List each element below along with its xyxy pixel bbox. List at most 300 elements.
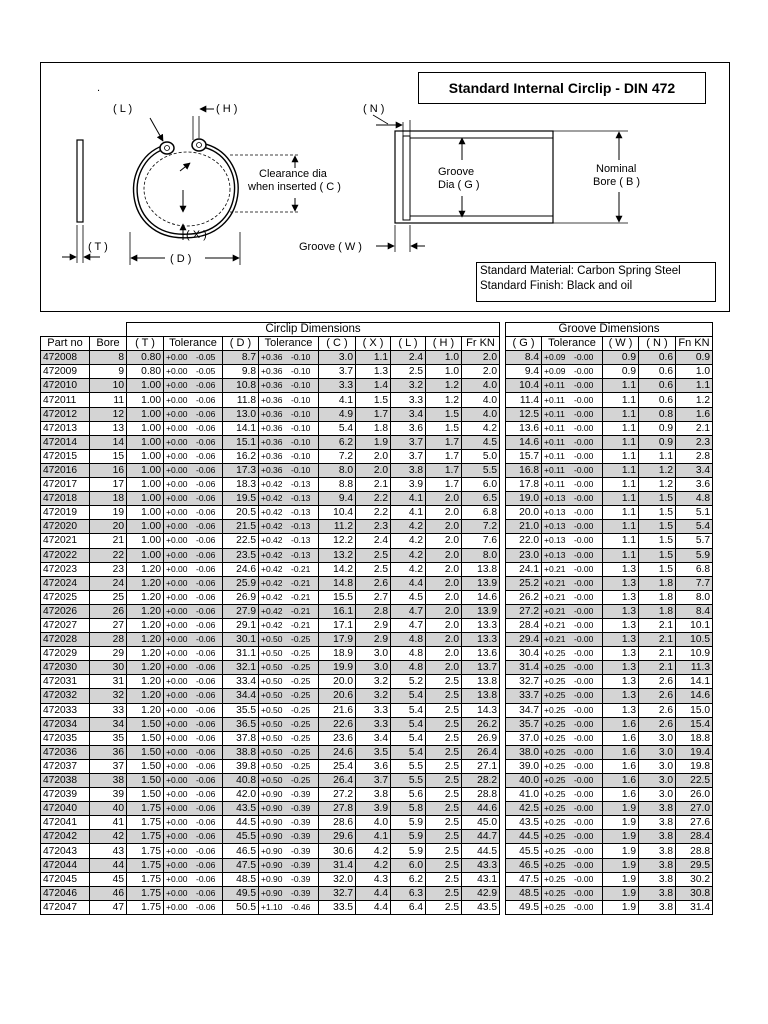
d-tolerance-cell <box>259 463 319 477</box>
tolerance-plus: +0.42 <box>261 563 283 574</box>
c-cell: 24.6 <box>319 745 356 759</box>
tolerance-plus: +0.90 <box>261 887 283 898</box>
part-no-cell: 472026 <box>41 604 90 618</box>
fn-cell: 0.9 <box>676 351 713 365</box>
part-no-cell: 472016 <box>41 463 90 477</box>
tolerance-plus: +0.90 <box>261 803 283 814</box>
w-cell: 1.3 <box>603 675 639 689</box>
t-tolerance-cell <box>164 351 223 365</box>
d-cell: 46.5 <box>223 844 259 858</box>
tolerance-minus: -0.25 <box>291 775 311 786</box>
part-no-cell: 472036 <box>41 745 90 759</box>
g-cell: 35.7 <box>506 717 542 731</box>
g-cell: 38.0 <box>506 745 542 759</box>
w-cell: 1.1 <box>603 379 639 393</box>
c-cell: 8.8 <box>319 478 356 492</box>
tolerance-minus: -0.00 <box>574 662 594 673</box>
w-cell: 1.1 <box>603 463 639 477</box>
h-cell: 2.0 <box>426 647 462 661</box>
g-tolerance-cell <box>542 661 603 675</box>
fn-cell: 5.1 <box>676 506 713 520</box>
tolerance-minus: -0.00 <box>574 676 594 687</box>
x-cell: 3.0 <box>356 647 391 661</box>
tolerance-plus: +0.00 <box>166 817 188 828</box>
table-row <box>41 379 713 393</box>
d-cell: 40.8 <box>223 774 259 788</box>
tolerance-plus: +0.42 <box>261 620 283 631</box>
tolerance-plus: +0.25 <box>544 831 566 842</box>
t-cell: 1.75 <box>127 830 164 844</box>
d-tolerance-cell <box>259 633 319 647</box>
t-tolerance-cell <box>164 478 223 492</box>
g-cell: 11.4 <box>506 393 542 407</box>
t-cell: 1.00 <box>127 506 164 520</box>
tolerance-plus: +0.90 <box>261 873 283 884</box>
tolerance-minus: -0.00 <box>574 464 594 475</box>
fn-cell: 19.4 <box>676 745 713 759</box>
fr-cell: 13.8 <box>462 562 500 576</box>
table-row <box>41 745 713 759</box>
n-cell: 1.8 <box>639 604 676 618</box>
tolerance-plus: +0.50 <box>261 648 283 659</box>
c-cell: 27.8 <box>319 802 356 816</box>
w-cell: 0.9 <box>603 351 639 365</box>
tolerance-minus: -0.13 <box>291 493 311 504</box>
d-tolerance-cell <box>259 858 319 872</box>
fr-cell: 44.7 <box>462 830 500 844</box>
tolerance-minus: -0.06 <box>196 563 216 574</box>
w-cell: 1.6 <box>603 759 639 773</box>
t-cell: 1.20 <box>127 703 164 717</box>
bore-cell: 18 <box>90 492 127 506</box>
part-no-cell: 472031 <box>41 675 90 689</box>
bore-cell: 39 <box>90 788 127 802</box>
part-no-cell: 472035 <box>41 731 90 745</box>
g-cell: 14.6 <box>506 435 542 449</box>
tolerance-minus: -0.00 <box>574 577 594 588</box>
tolerance-plus: +0.50 <box>261 718 283 729</box>
l-cell: 4.1 <box>391 506 426 520</box>
column-header: ( D ) <box>223 337 259 351</box>
tolerance-minus: -0.00 <box>574 718 594 729</box>
bore-cell: 20 <box>90 520 127 534</box>
tolerance-plus: +0.11 <box>544 422 565 433</box>
fr-cell: 26.2 <box>462 717 500 731</box>
g-cell: 30.4 <box>506 647 542 661</box>
bore-cell: 22 <box>90 548 127 562</box>
table-row <box>41 788 713 802</box>
g-tolerance-cell <box>542 548 603 562</box>
g-tolerance-cell <box>542 520 603 534</box>
circlip-spec-table <box>40 322 713 915</box>
bore-cell: 44 <box>90 858 127 872</box>
tolerance-plus: +0.25 <box>544 746 566 757</box>
circlip-side-view <box>77 140 83 222</box>
c-cell: 11.2 <box>319 520 356 534</box>
d-cell: 32.1 <box>223 661 259 675</box>
t-tolerance-cell <box>164 492 223 506</box>
n-cell: 3.8 <box>639 858 676 872</box>
fr-cell: 13.9 <box>462 576 500 590</box>
w-cell: 1.1 <box>603 534 639 548</box>
w-cell: 1.1 <box>603 548 639 562</box>
tolerance-plus: +0.11 <box>544 394 565 405</box>
part-no-cell: 472042 <box>41 830 90 844</box>
t-tolerance-cell <box>164 393 223 407</box>
table-row <box>41 618 713 632</box>
bore-cell: 32 <box>90 689 127 703</box>
tolerance-plus: +0.00 <box>166 634 188 645</box>
tolerance-plus: +0.00 <box>166 436 188 447</box>
g-tolerance-cell <box>542 788 603 802</box>
l-cell: 5.5 <box>391 759 426 773</box>
fr-cell: 45.0 <box>462 816 500 830</box>
fn-cell: 1.1 <box>676 379 713 393</box>
tolerance-plus: +0.42 <box>261 521 283 532</box>
c-cell: 33.5 <box>319 900 356 914</box>
part-no-cell: 472023 <box>41 562 90 576</box>
d-cell: 36.5 <box>223 717 259 731</box>
tolerance-plus: +0.50 <box>261 676 283 687</box>
d-tolerance-cell <box>259 618 319 632</box>
tolerance-minus: -0.06 <box>196 760 216 771</box>
t-tolerance-cell <box>164 717 223 731</box>
bore-cell: 9 <box>90 365 127 379</box>
t-cell: 1.00 <box>127 421 164 435</box>
g-cell: 34.7 <box>506 703 542 717</box>
l-cell: 5.4 <box>391 703 426 717</box>
tolerance-minus: -0.06 <box>196 845 216 856</box>
tolerance-minus: -0.10 <box>291 436 311 447</box>
part-no-cell: 472044 <box>41 858 90 872</box>
c-cell: 17.1 <box>319 618 356 632</box>
d-cell: 14.1 <box>223 421 259 435</box>
n-cell: 2.1 <box>639 633 676 647</box>
tolerance-minus: -0.00 <box>574 887 594 898</box>
l-cell: 4.2 <box>391 562 426 576</box>
part-no-cell: 472025 <box>41 590 90 604</box>
x-cell: 1.3 <box>356 365 391 379</box>
fn-cell: 5.4 <box>676 520 713 534</box>
tolerance-plus: +0.13 <box>544 535 566 546</box>
label-h: ( H ) <box>216 103 238 115</box>
tolerance-plus: +0.42 <box>261 535 283 546</box>
tolerance-minus: -0.39 <box>291 873 311 884</box>
n-cell: 3.8 <box>639 900 676 914</box>
x-cell: 3.7 <box>356 774 391 788</box>
tolerance-plus: +0.00 <box>166 380 188 391</box>
tolerance-minus: -0.06 <box>196 591 216 602</box>
d-cell: 10.8 <box>223 379 259 393</box>
g-cell: 19.0 <box>506 492 542 506</box>
tolerance-minus: -0.10 <box>291 450 311 461</box>
fr-cell: 13.8 <box>462 675 500 689</box>
n-cell: 3.0 <box>639 774 676 788</box>
h-cell: 2.0 <box>426 618 462 632</box>
x-cell: 3.4 <box>356 731 391 745</box>
bore-cell: 37 <box>90 759 127 773</box>
t-tolerance-cell <box>164 802 223 816</box>
c-cell: 20.6 <box>319 689 356 703</box>
tolerance-plus: +0.11 <box>544 464 565 475</box>
w-cell: 1.3 <box>603 604 639 618</box>
d-cell: 43.5 <box>223 802 259 816</box>
tolerance-plus: +0.13 <box>544 549 566 560</box>
n-cell: 0.9 <box>639 421 676 435</box>
fn-cell: 19.8 <box>676 759 713 773</box>
h-cell: 1.5 <box>426 421 462 435</box>
w-cell: 1.3 <box>603 576 639 590</box>
t-cell: 1.75 <box>127 802 164 816</box>
d-cell: 50.5 <box>223 900 259 914</box>
tolerance-plus: +0.50 <box>261 662 283 673</box>
g-cell: 47.5 <box>506 872 542 886</box>
w-cell: 1.1 <box>603 492 639 506</box>
label-d: ( D ) <box>170 253 192 265</box>
table-row <box>41 802 713 816</box>
tolerance-plus: +0.36 <box>261 464 283 475</box>
h-cell: 2.5 <box>426 816 462 830</box>
d-cell: 21.5 <box>223 520 259 534</box>
g-tolerance-cell <box>542 393 603 407</box>
tolerance-plus: +0.00 <box>166 620 188 631</box>
tolerance-plus: +0.25 <box>544 901 566 912</box>
c-cell: 7.2 <box>319 449 356 463</box>
table-row <box>41 872 713 886</box>
d-cell: 34.4 <box>223 689 259 703</box>
tolerance-plus: +0.90 <box>261 817 283 828</box>
x-cell: 2.8 <box>356 604 391 618</box>
tolerance-plus: +0.25 <box>544 718 566 729</box>
fr-cell: 28.8 <box>462 788 500 802</box>
material-info <box>476 262 716 302</box>
x-cell: 3.2 <box>356 689 391 703</box>
n-cell: 3.0 <box>639 745 676 759</box>
t-tolerance-cell <box>164 886 223 900</box>
fn-cell: 1.6 <box>676 407 713 421</box>
tolerance-plus: +0.90 <box>261 845 283 856</box>
x-cell: 2.0 <box>356 463 391 477</box>
g-cell: 16.8 <box>506 463 542 477</box>
g-cell: 44.5 <box>506 830 542 844</box>
x-cell: 3.9 <box>356 802 391 816</box>
tolerance-minus: -0.13 <box>291 549 311 560</box>
g-tolerance-cell <box>542 886 603 900</box>
n-cell: 2.1 <box>639 661 676 675</box>
tolerance-plus: +0.36 <box>261 352 283 363</box>
fr-cell: 13.3 <box>462 633 500 647</box>
n-cell: 3.0 <box>639 759 676 773</box>
bore-cell: 19 <box>90 506 127 520</box>
tolerance-plus: +0.25 <box>544 690 566 701</box>
n-cell: 3.8 <box>639 830 676 844</box>
part-no-cell: 472024 <box>41 576 90 590</box>
table-row <box>41 858 713 872</box>
fr-cell: 13.6 <box>462 647 500 661</box>
h-cell: 2.5 <box>426 675 462 689</box>
h-cell: 1.7 <box>426 463 462 477</box>
t-tolerance-cell <box>164 520 223 534</box>
tolerance-plus: +0.00 <box>166 803 188 814</box>
tolerance-plus: +0.00 <box>166 521 188 532</box>
x-cell: 1.8 <box>356 421 391 435</box>
tolerance-minus: -0.00 <box>574 591 594 602</box>
w-cell: 1.1 <box>603 435 639 449</box>
tolerance-minus: -0.21 <box>291 620 311 631</box>
d-cell: 35.5 <box>223 703 259 717</box>
g-cell: 26.2 <box>506 590 542 604</box>
x-cell: 4.4 <box>356 886 391 900</box>
tolerance-minus: -0.06 <box>196 605 216 616</box>
tolerance-minus: -0.25 <box>291 690 311 701</box>
c-cell: 23.6 <box>319 731 356 745</box>
g-cell: 9.4 <box>506 365 542 379</box>
g-cell: 42.5 <box>506 802 542 816</box>
fr-cell: 5.5 <box>462 463 500 477</box>
tolerance-minus: -0.06 <box>196 507 216 518</box>
tolerance-minus: -0.06 <box>196 549 216 560</box>
d-cell: 17.3 <box>223 463 259 477</box>
t-cell: 1.50 <box>127 774 164 788</box>
tolerance-minus: -0.06 <box>196 775 216 786</box>
tolerance-plus: +0.00 <box>166 704 188 715</box>
tolerance-minus: -0.00 <box>574 690 594 701</box>
x-cell: 3.5 <box>356 745 391 759</box>
t-tolerance-cell <box>164 774 223 788</box>
h-cell: 2.5 <box>426 774 462 788</box>
tolerance-plus: +0.50 <box>261 732 283 743</box>
l-cell: 5.9 <box>391 816 426 830</box>
column-header: Tolerance <box>542 337 603 351</box>
g-cell: 48.5 <box>506 886 542 900</box>
t-tolerance-cell <box>164 788 223 802</box>
n-cell: 1.5 <box>639 520 676 534</box>
table-row <box>41 548 713 562</box>
tolerance-plus: +0.36 <box>261 422 283 433</box>
fr-cell: 7.2 <box>462 520 500 534</box>
table-row <box>41 421 713 435</box>
tolerance-minus: -0.10 <box>291 408 311 419</box>
tolerance-plus: +0.00 <box>166 507 188 518</box>
l-cell: 4.5 <box>391 590 426 604</box>
x-cell: 4.2 <box>356 844 391 858</box>
d-tolerance-cell <box>259 365 319 379</box>
tolerance-minus: -0.00 <box>574 563 594 574</box>
table-row <box>41 661 713 675</box>
l-cell: 5.5 <box>391 774 426 788</box>
column-header: ( N ) <box>639 337 676 351</box>
w-cell: 1.1 <box>603 520 639 534</box>
fn-cell: 10.1 <box>676 618 713 632</box>
x-cell: 3.2 <box>356 675 391 689</box>
column-header-row <box>41 337 713 351</box>
fn-cell: 15.0 <box>676 703 713 717</box>
n-cell: 0.6 <box>639 365 676 379</box>
tolerance-minus: -0.05 <box>196 366 216 377</box>
l-cell: 5.8 <box>391 802 426 816</box>
g-cell: 49.5 <box>506 900 542 914</box>
table-row <box>41 590 713 604</box>
c-cell: 13.2 <box>319 548 356 562</box>
n-cell: 1.5 <box>639 492 676 506</box>
part-no-cell: 472009 <box>41 365 90 379</box>
bore-cell: 33 <box>90 703 127 717</box>
tolerance-plus: +0.00 <box>166 901 188 912</box>
column-header: ( H ) <box>426 337 462 351</box>
part-no-cell: 472038 <box>41 774 90 788</box>
h-cell: 2.5 <box>426 900 462 914</box>
g-tolerance-cell <box>542 759 603 773</box>
tolerance-minus: -0.00 <box>574 789 594 800</box>
d-cell: 45.5 <box>223 830 259 844</box>
l-cell: 3.9 <box>391 478 426 492</box>
bore-cell: 27 <box>90 618 127 632</box>
n-cell: 0.9 <box>639 435 676 449</box>
g-cell: 20.0 <box>506 506 542 520</box>
tolerance-minus: -0.13 <box>291 535 311 546</box>
t-tolerance-cell <box>164 365 223 379</box>
fn-cell: 2.1 <box>676 421 713 435</box>
t-tolerance-cell <box>164 830 223 844</box>
n-cell: 1.2 <box>639 478 676 492</box>
label-l: ( L ) <box>113 103 133 115</box>
h-cell: 2.5 <box>426 745 462 759</box>
l-cell: 4.1 <box>391 492 426 506</box>
tolerance-plus: +0.00 <box>166 450 188 461</box>
n-cell: 3.0 <box>639 731 676 745</box>
h-cell: 2.0 <box>426 492 462 506</box>
g-cell: 17.8 <box>506 478 542 492</box>
tolerance-minus: -0.06 <box>196 450 216 461</box>
n-cell: 0.6 <box>639 393 676 407</box>
table-row <box>41 449 713 463</box>
tolerance-minus: -0.06 <box>196 380 216 391</box>
tolerance-minus: -0.10 <box>291 464 311 475</box>
h-cell: 1.2 <box>426 379 462 393</box>
tolerance-minus: -0.06 <box>196 746 216 757</box>
tolerance-plus: +0.11 <box>544 479 565 490</box>
tolerance-minus: -0.06 <box>196 859 216 870</box>
d-tolerance-cell <box>259 421 319 435</box>
t-cell: 1.20 <box>127 647 164 661</box>
n-cell: 1.5 <box>639 534 676 548</box>
fn-cell: 1.0 <box>676 365 713 379</box>
fn-cell: 5.7 <box>676 534 713 548</box>
d-cell: 47.5 <box>223 858 259 872</box>
n-cell: 3.8 <box>639 802 676 816</box>
d-tolerance-cell <box>259 534 319 548</box>
part-no-cell: 472027 <box>41 618 90 632</box>
d-tolerance-cell <box>259 478 319 492</box>
tolerance-minus: -0.06 <box>196 422 216 433</box>
d-cell: 42.0 <box>223 788 259 802</box>
h-cell: 2.5 <box>426 703 462 717</box>
x-cell: 3.3 <box>356 717 391 731</box>
l-cell: 3.2 <box>391 379 426 393</box>
x-cell: 2.6 <box>356 576 391 590</box>
column-header: Fn KN <box>676 337 713 351</box>
fr-cell: 43.3 <box>462 858 500 872</box>
part-no-cell: 472029 <box>41 647 90 661</box>
tolerance-minus: -0.00 <box>574 845 594 856</box>
t-cell: 1.75 <box>127 886 164 900</box>
t-cell: 1.75 <box>127 900 164 914</box>
table-row <box>41 463 713 477</box>
n-cell: 0.6 <box>639 351 676 365</box>
table-row <box>41 774 713 788</box>
l-cell: 6.4 <box>391 900 426 914</box>
g-tolerance-cell <box>542 647 603 661</box>
